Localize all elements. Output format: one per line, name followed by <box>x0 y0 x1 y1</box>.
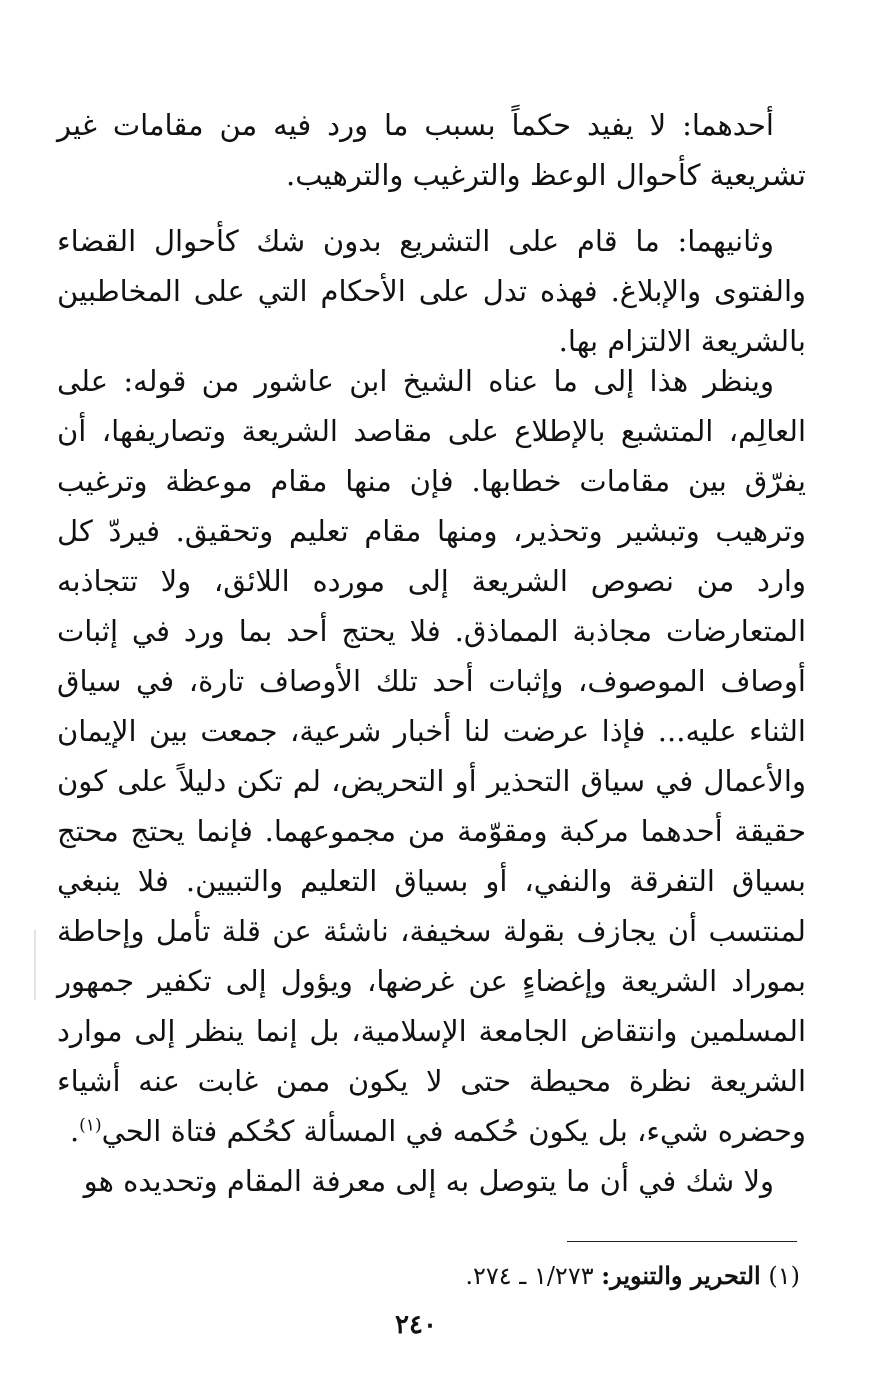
page-number: ٢٤٠ <box>395 1310 437 1340</box>
paragraph-4 <box>57 1156 806 1206</box>
footnote-reference-text: ١/٢٧٣ ـ ٢٧٤. <box>465 1262 594 1290</box>
paragraph-3-end: . <box>69 1114 80 1148</box>
paragraph-4-text: ولا شك في أن ما يتوصل به إلى معرفة المقام وتحديده هو <box>83 1164 774 1198</box>
paragraph-1 <box>57 100 806 200</box>
footnote-title: التحرير والتنوير: <box>601 1261 761 1290</box>
paragraph-2-text: وثانيهما: ما قام على التشريع بدون شك كأحوال القضاء والفتوى والإبلاغ. فهذه تدل على الأحكام التي على المخاطبين بالشريعة الالتزام بها. <box>57 224 806 358</box>
footnote-divider <box>567 1241 797 1242</box>
paragraph-1-text: أحدهما: لا يفيد حكماً بسبب ما ورد فيه من مقامات غير تشريعية كأحوال الوعظ والترغيب والترهيب. <box>57 108 806 192</box>
footnote <box>300 1256 800 1296</box>
paragraph-3 <box>57 356 806 1156</box>
footnote-reference[interactable]: (١) <box>79 1115 102 1136</box>
paragraph-3-text: وينظر هذا إلى ما عناه الشيخ ابن عاشور من قوله: على العالِم، المتشبع بالإطلاع على مقاصد الشريعة وتصاريفها، أن يفرّق بين مقامات خطابها. فإن منها مقام موعظة وترغيب وترهيب وتبشير وتحذير، ومنها مقام تعليم وتحقيق. فيردّ كل وارد من نصوص الشريعة إلى مورده اللائق، ولا تتجاذبه المتعارضات مجاذبة المماذق. فلا يحتج أحد بما ورد في إثبات أوصاف الموصوف، وإثبات أحد تلك الأوصاف تارة، في سياق الثناء عليه... فإذا عرضت لنا أخبار شرعية، جمعت بين الإيمان والأعمال في سياق التحذير أو التحريض، لم تكن دليلاً على كون حقيقة أحدهما مركبة ومقوّمة من مجموعهما. فإنما يحتج محتج بسياق التفرقة والنفي، أو بسياق التعليم والتبيين. فلا ينبغي لمنتسب أن يجازف بقولة سخيفة، ناشئة عن قلة تأمل وإحاطة بموراد الشريعة وإغضاءٍ عن غرضها، ويؤول إلى تكفير جمهور المسلمين وانتقاض الجامعة الإسلامية، بل إنما ينظر إلى موارد الشريعة نظرة محيطة حتى لا يكون ممن غابت عنه أشياء وحضره شيء، بل يكون حُكمه في المسألة كحُكم فتاة الحي <box>57 364 806 1148</box>
footnote-marker: (١) <box>768 1262 800 1290</box>
paragraph-2 <box>57 216 806 366</box>
paragraph-3-container <box>57 356 806 1156</box>
margin-mark <box>34 930 36 1000</box>
